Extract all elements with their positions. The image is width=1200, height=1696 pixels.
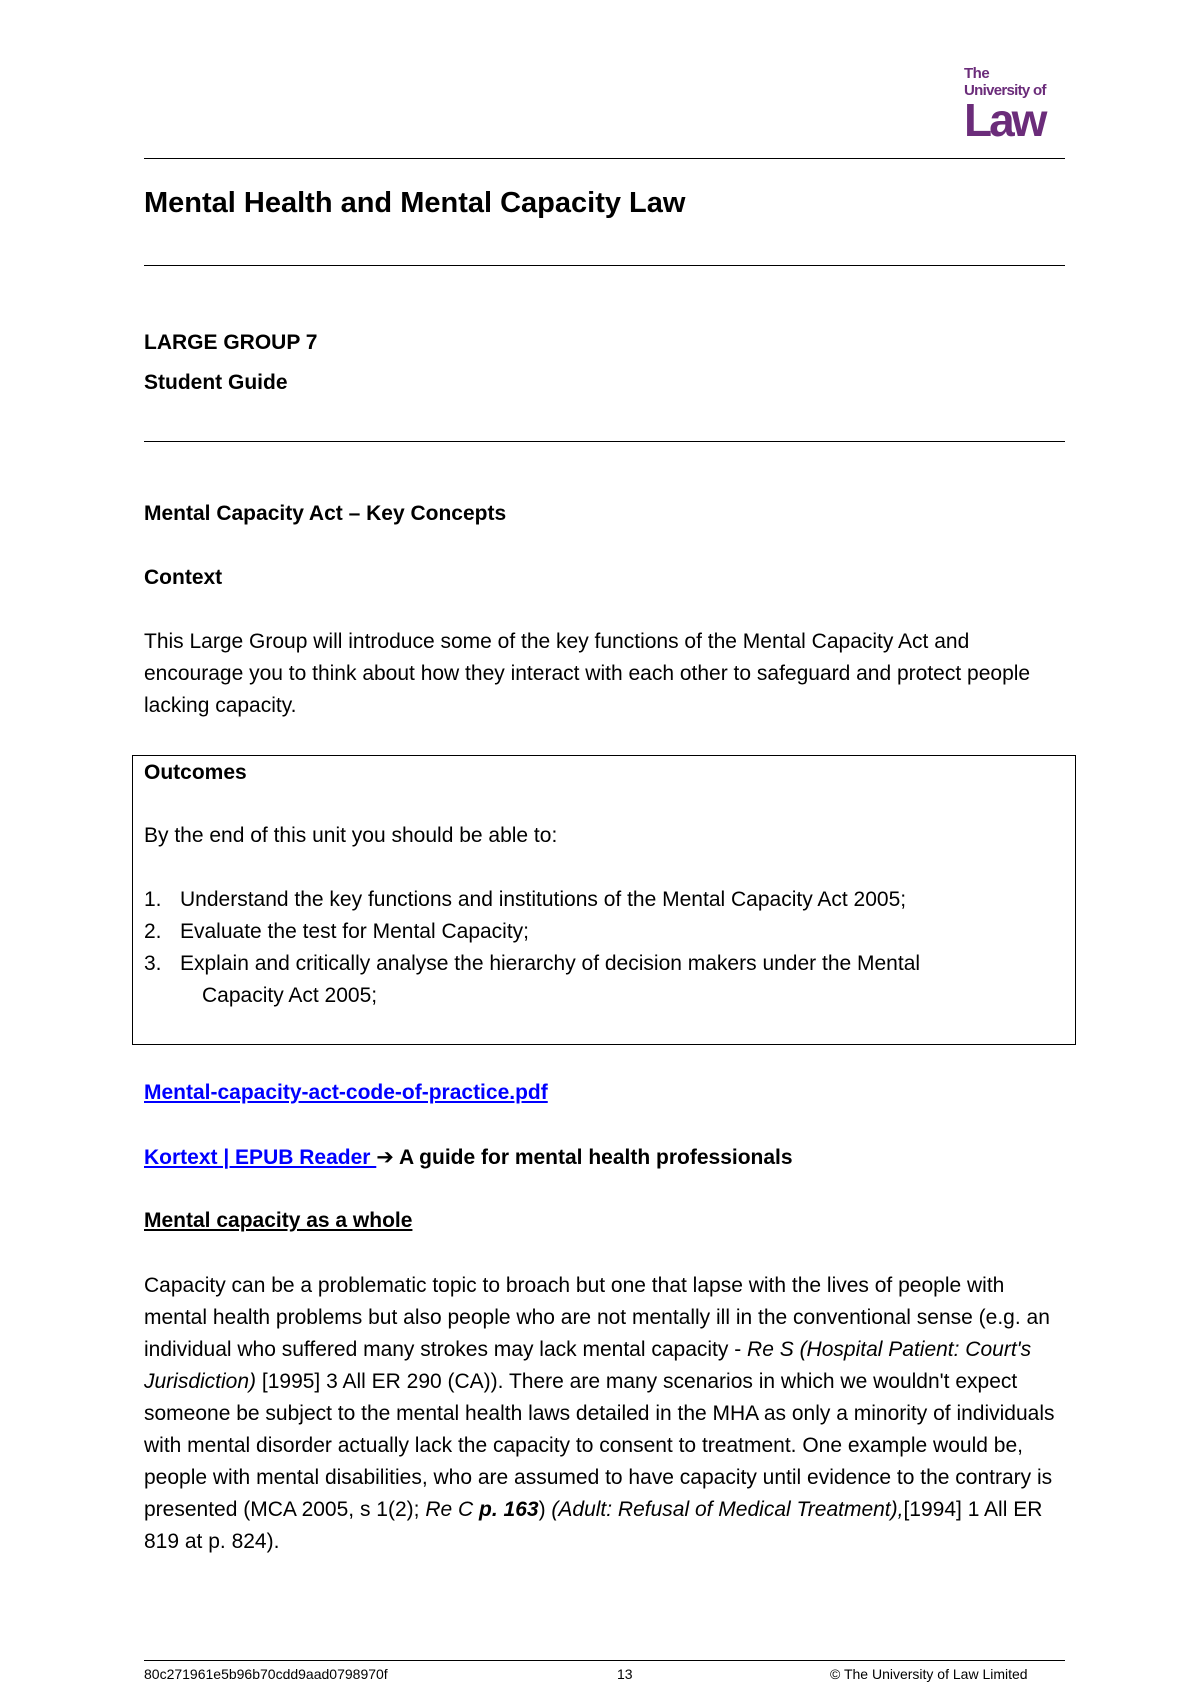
student-guide-label: Student Guide [144, 371, 288, 394]
arrow-right-icon: ➔ [376, 1146, 394, 1169]
footer-document-hash: 80c271961e5b96b70cdd9aad0798970f [144, 1666, 388, 1682]
case-citation: Re S (Hospital Patient: Court's Jurisdiction) [144, 1338, 1032, 1393]
body-text: [1995] 3 All ER 290 (CA)). There are many scenarios in which we wouldn't expect someone be subject to the mental health laws detailed in the MHA as only a minority of individuals with mental disorder actually lack the capacity to consent to treatment. One example would be, people with mental disabilities, who are assumed to have capacity until evidence to the contrary is presented (MCA 2005, s 1(2); [144, 1370, 1055, 1521]
section-divider [144, 441, 1065, 442]
mental-capacity-whole-body [144, 1270, 1069, 1558]
outcome-number: 1. [144, 888, 162, 911]
outcome-text: Explain and critically analyse the hierarchy of decision makers under the Mental [180, 952, 921, 975]
outcome-text: Evaluate the test for Mental Capacity; [180, 920, 530, 943]
context-heading: Context [144, 566, 223, 589]
outcome-text-continuation: Capacity Act 2005; [202, 984, 378, 1007]
university-logo [964, 65, 1064, 146]
body-text: ) [538, 1498, 552, 1521]
footer-divider [144, 1660, 1065, 1661]
outcome-text: Understand the key functions and institutions of the Mental Capacity Act 2005; [180, 888, 907, 911]
large-group-label: LARGE GROUP 7 [144, 331, 318, 354]
body-text: [1994] 1 All ER 819 at p. 824). [144, 1498, 1043, 1553]
footer-page-number: 13 [617, 1666, 633, 1682]
code-of-practice-link[interactable]: Mental-capacity-act-code-of-practice.pdf [144, 1081, 548, 1104]
logo-line-law: Law [964, 94, 1045, 146]
footer-copyright: © The University of Law Limited [830, 1666, 1028, 1682]
outcome-item [144, 884, 1064, 916]
logo-line-university: University of [964, 82, 1046, 99]
kortext-description: A guide for mental health professionals [393, 1146, 793, 1169]
kortext-link[interactable]: Kortext | EPUB Reader [144, 1146, 377, 1169]
title-divider [144, 265, 1065, 266]
outcome-item [144, 916, 1064, 948]
document-title: Mental Health and Mental Capacity Law [144, 187, 686, 219]
case-citation: (Adult: Refusal of Medical Treatment), [551, 1498, 904, 1521]
header-divider [144, 158, 1065, 159]
outcomes-heading: Outcomes [144, 761, 247, 784]
mental-capacity-whole-heading: Mental capacity as a whole [144, 1209, 413, 1232]
kortext-line [144, 1145, 793, 1170]
outcome-item [144, 948, 1064, 980]
outcome-number: 3. [144, 952, 162, 975]
section-heading: Mental Capacity Act – Key Concepts [144, 502, 507, 525]
logo-line-the: The [964, 65, 990, 82]
context-body: This Large Group will introduce some of the key functions of the Mental Capacity Act and encourage you to think about how they interact with each other to safeguard and protect people lacking capacity. [144, 630, 1031, 717]
outcome-number: 2. [144, 920, 162, 943]
case-citation: Re C [425, 1498, 474, 1521]
page-reference: p. 163 [479, 1498, 539, 1521]
body-text: Capacity can be a problematic topic to broach but one that lapse with the lives of people with mental health problems but also people who are not mentally ill in the conventional sense (e.g. an individual who suffered many strokes may lack mental capacity - [144, 1274, 1050, 1361]
code-of-practice-line [144, 1081, 548, 1105]
outcomes-intro: By the end of this unit you should be able to: [144, 824, 558, 847]
